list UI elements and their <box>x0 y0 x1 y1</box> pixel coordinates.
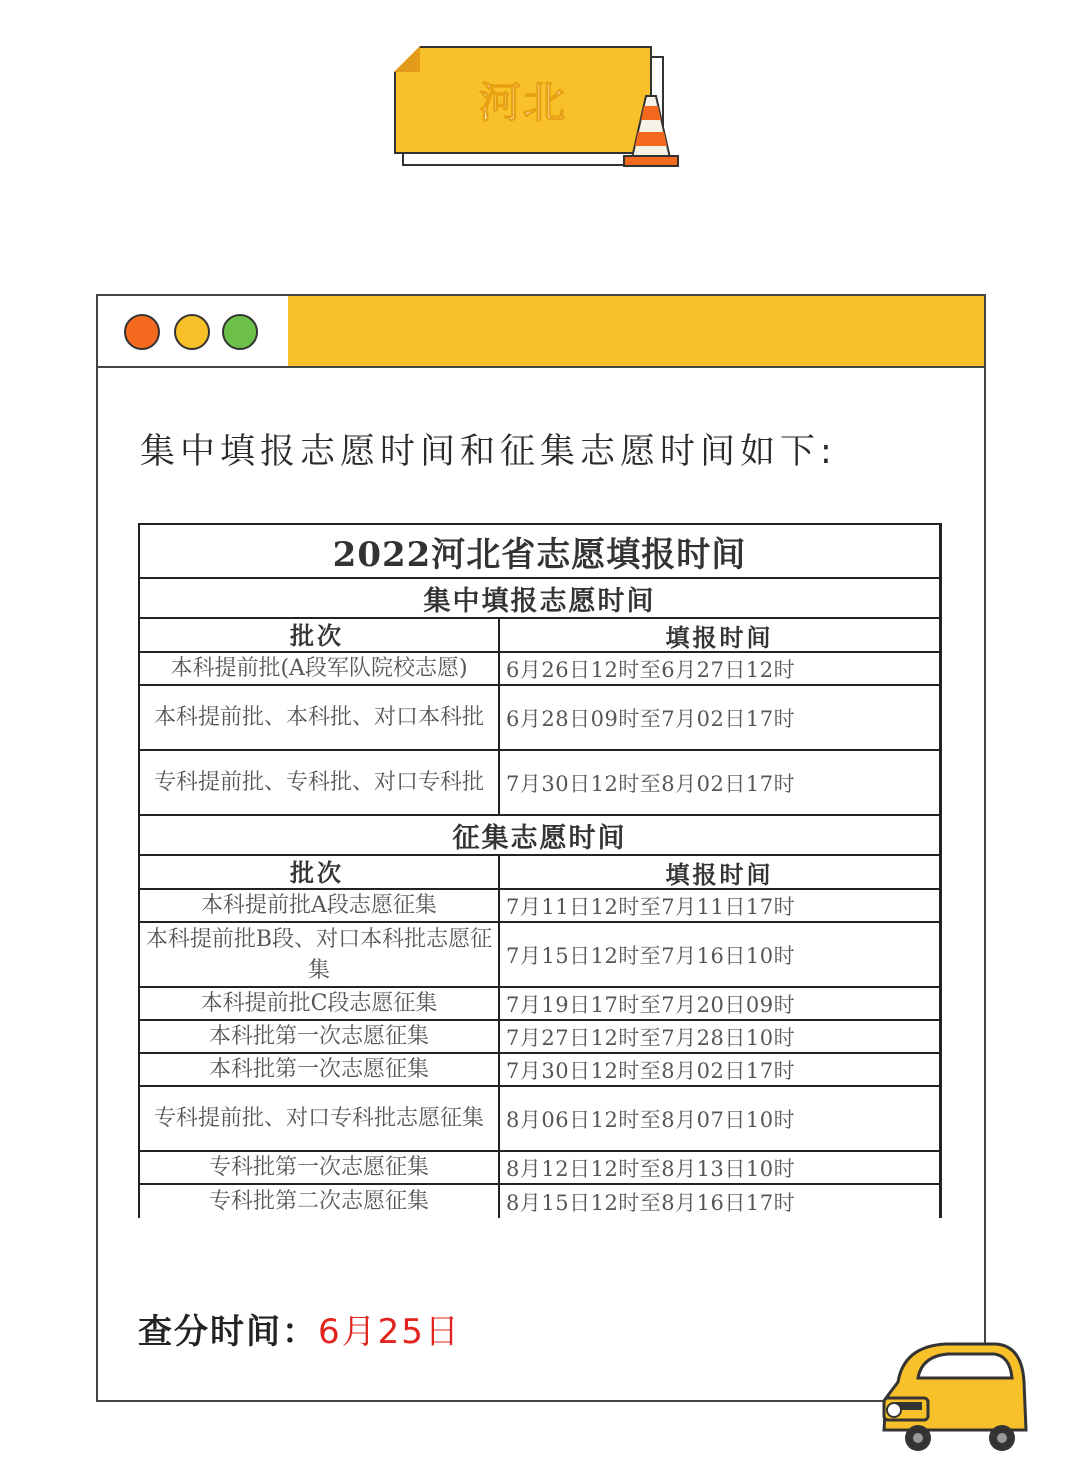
time-cell: 8月15日12时至8月16日17时 <box>506 1190 796 1215</box>
time-cell: 7月30日12时至8月02日17时 <box>506 1058 796 1083</box>
time-cell: 8月06日12时至8月07日10时 <box>506 1107 796 1132</box>
batch-cell: 本科批第一次志愿征集 <box>140 1021 500 1052</box>
intro-text: 集中填报志愿时间和征集志愿时间如下: <box>140 432 837 472</box>
tag-fold-flap <box>394 46 420 72</box>
time-cell: 7月19日17时至7月20日09时 <box>506 992 796 1017</box>
table-row <box>140 751 939 816</box>
batch-cell: 专科批第二次志愿征集 <box>140 1185 500 1218</box>
section2-col-time: 填报时间 <box>665 859 774 889</box>
score-value: 6月25日 <box>318 1312 461 1352</box>
batch-cell: 本科提前批、本科批、对口本科批 <box>140 686 500 749</box>
section2-col-batch: 批次 <box>140 856 500 888</box>
table-row <box>140 1054 939 1087</box>
car-icon <box>876 1338 1032 1454</box>
batch-cell: 本科提前批B段、对口本科批志愿征集 <box>140 923 500 986</box>
time-cell: 7月30日12时至8月02日17时 <box>506 771 796 796</box>
time-cell: 7月15日12时至7月16日10时 <box>506 943 796 968</box>
batch-cell: 本科提前批C段志愿征集 <box>140 988 500 1019</box>
table-row <box>140 1152 939 1185</box>
table-row <box>140 890 939 923</box>
schedule-table <box>138 523 942 1218</box>
table-row <box>140 923 939 988</box>
red-dot-icon <box>124 314 160 350</box>
table-row <box>140 1021 939 1054</box>
table-row <box>140 988 939 1021</box>
batch-cell: 专科批第一次志愿征集 <box>140 1152 500 1183</box>
score-label: 查分时间： <box>138 1312 318 1352</box>
header-tag <box>394 46 652 154</box>
section2-header-row <box>140 856 939 890</box>
time-cell: 7月11日12时至7月11日17时 <box>506 894 796 919</box>
batch-cell: 专科提前批、专科批、对口专科批 <box>140 751 500 814</box>
section1-header-row <box>140 619 939 653</box>
table-row <box>140 1087 939 1152</box>
table-row <box>140 653 939 686</box>
traffic-cone-icon <box>622 94 680 168</box>
score-time <box>138 1304 461 1353</box>
time-cell: 6月28日09时至7月02日17时 <box>506 706 796 731</box>
yellow-dot-icon <box>174 314 210 350</box>
green-dot-icon <box>222 314 258 350</box>
table-title: 2022河北省志愿填报时间 <box>140 525 939 579</box>
section1-title: 集中填报志愿时间 <box>140 579 939 619</box>
section2-title: 征集志愿时间 <box>140 816 939 856</box>
batch-cell: 本科提前批A段志愿征集 <box>140 890 500 921</box>
time-cell: 8月12日12时至8月13日10时 <box>506 1156 796 1181</box>
header-title: 河北 <box>478 78 567 127</box>
title-bar-fill <box>288 296 984 366</box>
batch-cell: 专科提前批、对口专科批志愿征集 <box>140 1087 500 1150</box>
time-cell: 7月27日12时至7月28日10时 <box>506 1025 796 1050</box>
section1-col-time: 填报时间 <box>665 622 774 652</box>
time-cell: 6月26日12时至6月27日12时 <box>506 657 796 682</box>
window-title-bar <box>98 296 984 368</box>
section1-col-batch: 批次 <box>140 619 500 651</box>
batch-cell: 本科提前批(A段军队院校志愿) <box>140 653 500 684</box>
table-row <box>140 686 939 751</box>
batch-cell: 本科批第一次志愿征集 <box>140 1054 500 1085</box>
table-row <box>140 1185 939 1218</box>
